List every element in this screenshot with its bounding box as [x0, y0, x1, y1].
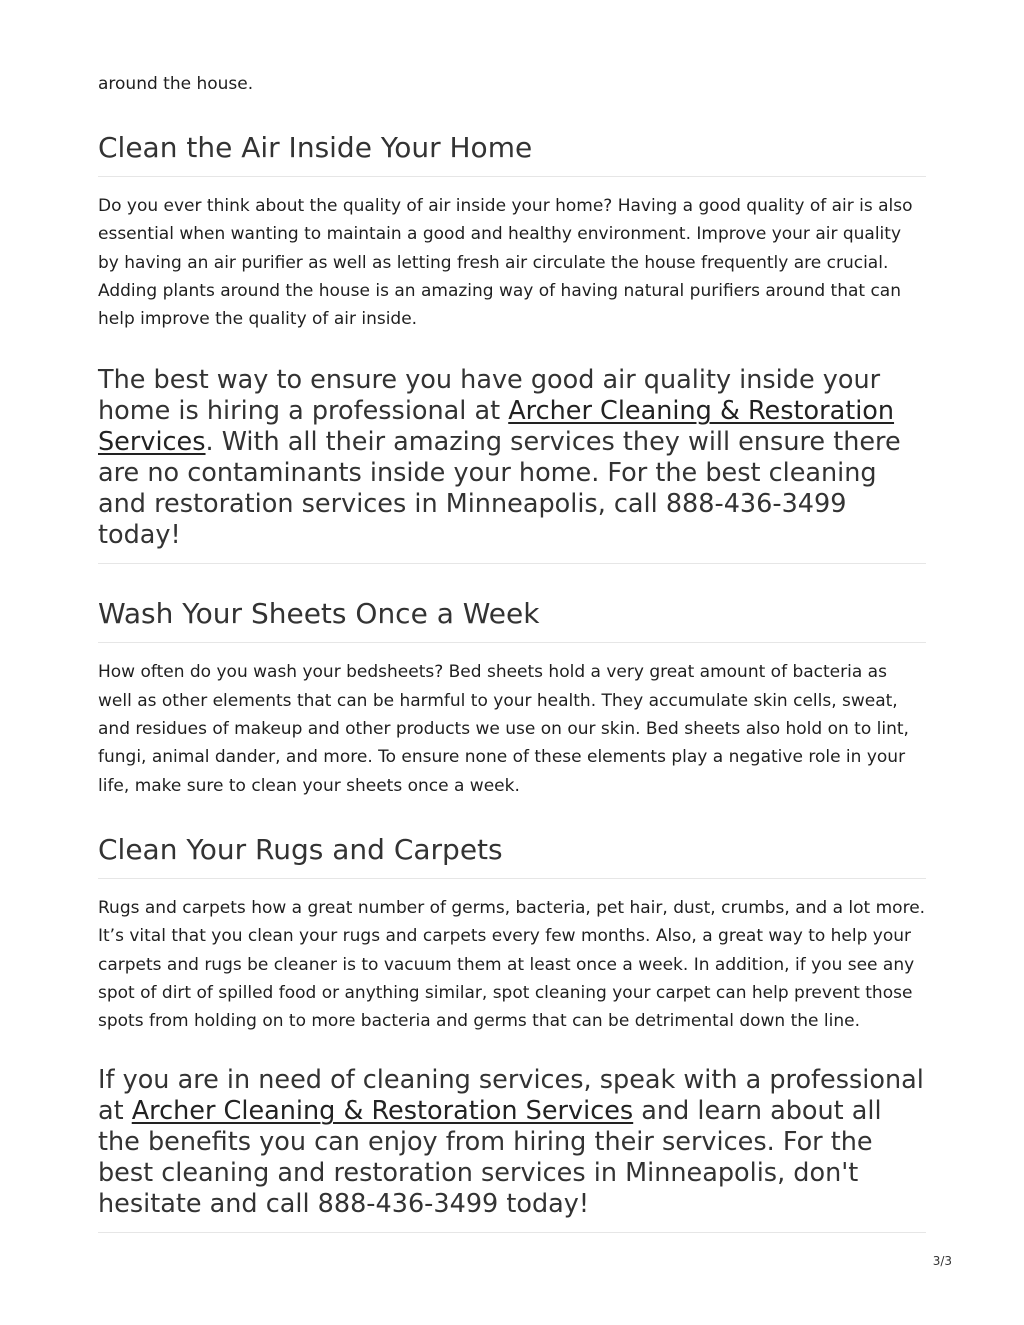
callout-text: The best way to ensure you have good air quality inside your home is hiring a professional at: [98, 365, 881, 427]
paragraph-clean-air: Do you ever think about the quality of air inside your home? Having a good quality of air is also essential when wanting to maintain a good and healthy environment. Improve your air quality by having an air purifier as well as letting fresh air circulate the house frequently are crucial. Adding plants around the house is an amazing way of having natural purifiers around that can help improve the quality of air inside.: [98, 196, 913, 330]
page-number: 3/3: [932, 1254, 952, 1268]
heading-clean-air: Clean the Air Inside Your Home: [98, 130, 926, 177]
callout-text: . With all their amazing services they will ensure there are no contaminants inside your home. For the best cleaning and restoration services in Minneapolis, call 888-436-3499 today!: [98, 427, 901, 551]
heading-rugs-carpets: Clean Your Rugs and Carpets: [98, 832, 926, 879]
heading-wash-sheets: Wash Your Sheets Once a Week: [98, 596, 926, 643]
paragraph-rugs-carpets: Rugs and carpets how a great number of germs, bacteria, pet hair, dust, crumbs, and a lot more. It’s vital that you clean your rugs and carpets every few months. Also, a great way to help your carpets and rugs be cleaner is to vacuum them at least once a week. In addition, if you see any spot of dirt of spilled food or anything similar, spot cleaning your carpet can help prevent those spots from holding on to more bacteria and germs that can be detrimental down the line.: [98, 897, 926, 1032]
archer-services-link[interactable]: Archer Cleaning & Restoration Services: [131, 1096, 634, 1127]
callout-text: If you are in need of cleaning services, speak with a professional at: [98, 1065, 924, 1127]
callout-air-quality: [98, 365, 926, 564]
lead-paragraph: around the house.: [98, 74, 254, 94]
document-content: [98, 70, 926, 1233]
paragraph-wash-sheets: How often do you wash your bedsheets? Bed sheets hold a very great amount of bacteria as well as other elements that can be harmful to your health. They accumulate skin cells, sweat, and residues of makeup and other products we use on our skin. Bed sheets also hold on to lint, fungi, animal dander, and more. To ensure none of these elements play a negative role in your life, make sure to clean your sheets once a week.: [98, 662, 909, 796]
callout-cleaning-services: [98, 1065, 926, 1233]
callout-text: and learn about all the benefits you can enjoy from hiring their services. For the best cleaning and restoration services in Minneapolis, don't hesitate and call 888-436-3499 today!: [98, 1096, 882, 1220]
archer-services-link[interactable]: Archer Cleaning & Restoration Services: [98, 396, 895, 458]
